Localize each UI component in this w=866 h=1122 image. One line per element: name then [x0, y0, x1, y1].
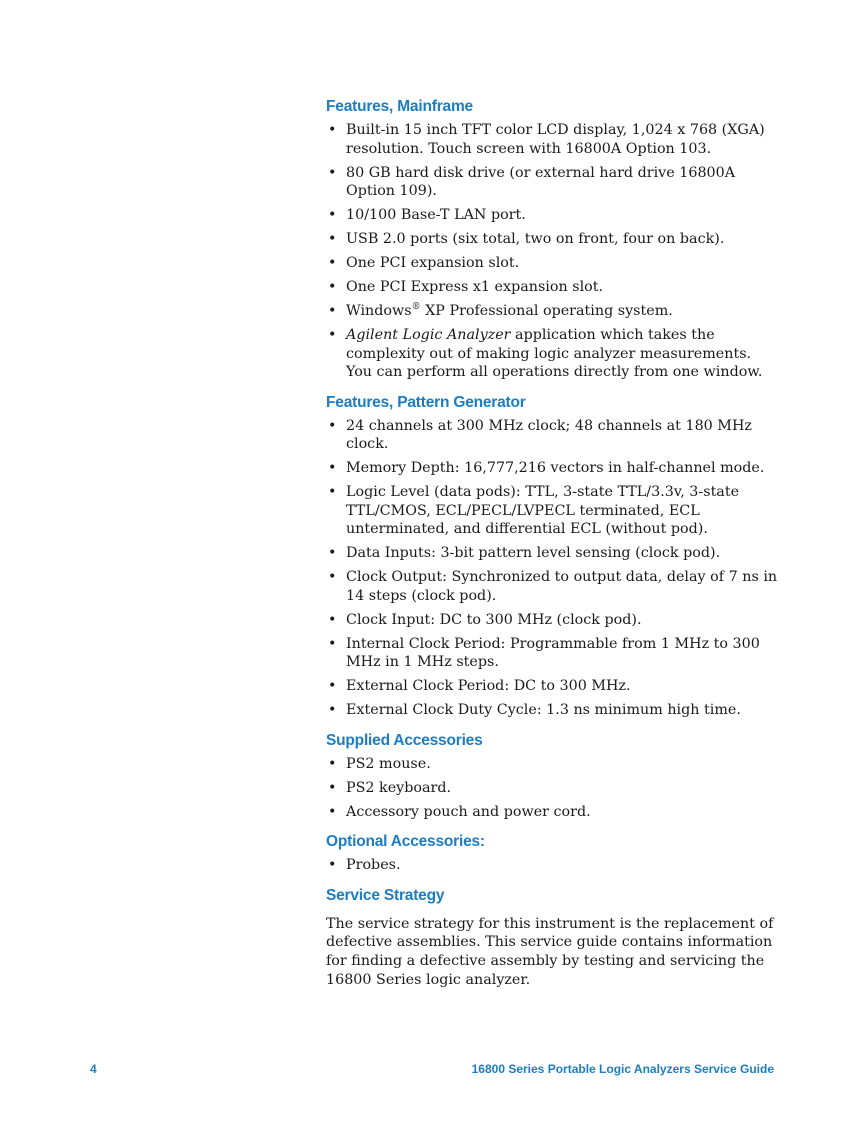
list-item: • USB 2.0 ports (six total, two on front, four on back).: [328, 231, 725, 247]
bullet-icon: •: [328, 803, 337, 820]
application-name: Agilent Logic Analyzer: [346, 327, 511, 343]
list-item: • PS2 keyboard.: [328, 779, 452, 796]
bullet-icon: •: [328, 635, 337, 652]
bullet-icon: •: [328, 611, 337, 628]
bullet-icon: •: [328, 207, 337, 223]
list-item: • External Clock Period: DC to 300 MHz.: [328, 678, 631, 694]
list-item: • PS2 mouse.: [328, 755, 431, 772]
bullet-icon: •: [328, 702, 337, 718]
list-item: • Memory Depth: 16,777,216 vectors in half-channel mode.: [328, 460, 765, 476]
bullet-icon: •: [328, 231, 337, 247]
bullet-icon: •: [328, 545, 337, 561]
list-item: • 24 channels at 300 MHz clock; 48 channels at 180 MHz clock.: [328, 417, 752, 452]
content-column: [326, 98, 781, 1002]
list-item: • One PCI Express x1 expansion slot.: [328, 279, 604, 295]
section-heading: Optional Accessories:: [326, 833, 485, 850]
section-optional-accessories: [326, 833, 781, 875]
section-features-pattern-generator: [326, 394, 781, 720]
list-item: • External Clock Duty Cycle: 1.3 ns minimum high time.: [328, 702, 741, 718]
bullet-icon: •: [328, 303, 337, 319]
bullet-icon: •: [328, 779, 337, 796]
bullet-icon: •: [328, 327, 337, 343]
list-item: • Data Inputs: 3-bit pattern level sensing (clock pod).: [328, 545, 721, 561]
section-supplied-accessories: [326, 732, 781, 822]
list-item: • Built-in 15 inch TFT color LCD display, 1,024 x 768 (XGA) resolution. Touch screen with 16800A Option 103.: [328, 122, 765, 157]
list-item: • Clock Input: DC to 300 MHz (clock pod).: [328, 611, 642, 628]
list-item: • Logic Level (data pods): TTL, 3-state TTL/3.3v, 3-state TTL/CMOS, ECL/PECL/LVPECL terminated, ECL unterminated, and differential ECL (without pod).: [328, 484, 740, 537]
bullet-list: [326, 417, 781, 720]
bullet-icon: •: [328, 279, 337, 295]
bullet-icon: •: [328, 484, 337, 500]
bullet-list: [326, 856, 781, 875]
section-heading: Features, Mainframe: [326, 98, 473, 115]
guide-title: 16800 Series Portable Logic Analyzers Service Guide: [471, 1062, 774, 1076]
list-item: • Agilent Logic Analyzer application which takes the complexity out of making logic analyzer measurements. You can perform all operations directly from one window.: [328, 327, 763, 380]
list-item: • Probes.: [328, 857, 401, 873]
bullet-icon: •: [328, 569, 337, 585]
bullet-icon: •: [328, 417, 337, 434]
bullet-icon: •: [328, 857, 337, 873]
section-features-mainframe: [326, 98, 781, 382]
bullet-icon: •: [328, 678, 337, 694]
list-item: • Clock Output: Synchronized to output data, delay of 7 ns in 14 steps (clock pod).: [328, 569, 778, 604]
section-heading: Service Strategy: [326, 886, 445, 904]
bullet-icon: •: [328, 122, 337, 138]
bullet-list: [326, 121, 781, 382]
section-service-strategy: [326, 887, 781, 990]
section-heading: Supplied Accessories: [326, 731, 483, 749]
list-item: • One PCI expansion slot.: [328, 255, 520, 271]
registered-mark: ®: [411, 302, 421, 313]
bullet-icon: •: [328, 164, 337, 181]
list-item: • Accessory pouch and power cord.: [328, 803, 591, 820]
bullet-list: [326, 755, 781, 822]
list-item: • 80 GB hard disk drive (or external hard drive 16800A Option 109).: [328, 164, 736, 199]
page-number: 4: [90, 1062, 97, 1076]
list-item: • Windows® XP Professional operating system.: [328, 302, 673, 319]
service-strategy-paragraph: The service strategy for this instrument is the replacement of defective assemblies. This service guide contains information for finding a defective assembly by testing and servicing the 16800 Series logic analyzer.: [326, 915, 774, 988]
list-item: • 10/100 Base-T LAN port.: [328, 207, 526, 223]
bullet-icon: •: [328, 255, 337, 271]
bullet-icon: •: [328, 460, 337, 476]
section-heading: Features, Pattern Generator: [326, 393, 526, 411]
bullet-icon: •: [328, 755, 337, 772]
list-item: • Internal Clock Period: Programmable from 1 MHz to 300 MHz in 1 MHz steps.: [328, 635, 760, 670]
